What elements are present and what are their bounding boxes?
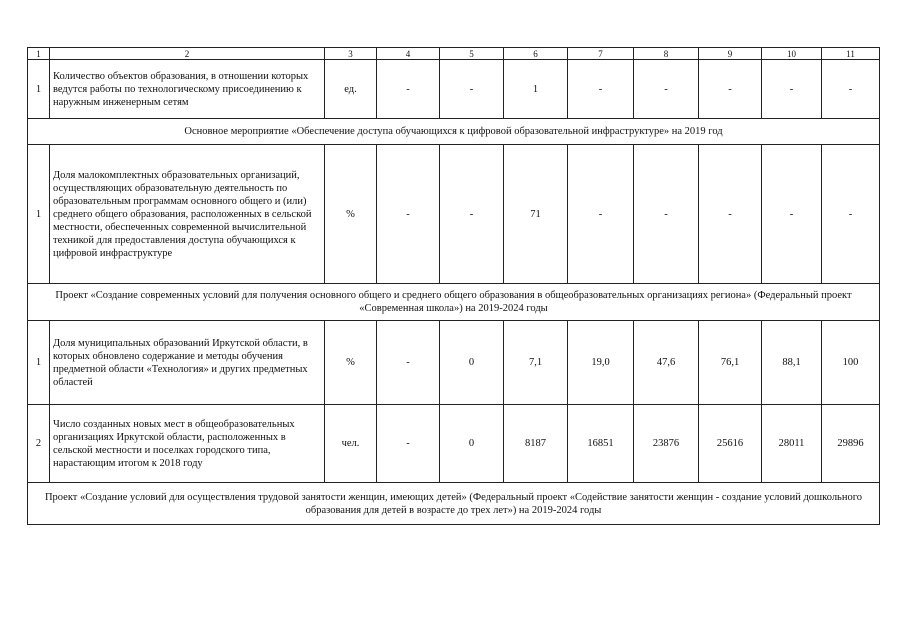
value-cell: 88,1 — [762, 321, 822, 405]
value-cell: 23876 — [634, 405, 699, 483]
value-cell: - — [762, 60, 822, 119]
column-number: 11 — [822, 48, 880, 60]
value-cell: - — [822, 60, 880, 119]
column-number: 5 — [440, 48, 504, 60]
value-cell: 16851 — [568, 405, 634, 483]
value-cell: 47,6 — [634, 321, 699, 405]
value-cell: - — [568, 145, 634, 284]
row-number: 1 — [28, 60, 50, 119]
value-cell: - — [699, 60, 762, 119]
value-cell: - — [699, 145, 762, 284]
value-cell: 0 — [440, 405, 504, 483]
value-cell: 8187 — [504, 405, 568, 483]
unit: чел. — [325, 405, 377, 483]
column-number: 7 — [568, 48, 634, 60]
indicator-name: Доля муниципальных образований Иркутской области, в которых обновлено содержание и методы обучения предметной области «Технология» и других предметных областей — [50, 321, 325, 405]
column-number: 4 — [377, 48, 440, 60]
value-cell: - — [377, 321, 440, 405]
value-cell: 7,1 — [504, 321, 568, 405]
row-number: 1 — [28, 321, 50, 405]
value-cell: - — [440, 60, 504, 119]
indicators-table — [27, 47, 880, 525]
unit: % — [325, 321, 377, 405]
value-cell: - — [634, 145, 699, 284]
value-cell: - — [568, 60, 634, 119]
column-number: 10 — [762, 48, 822, 60]
column-number: 6 — [504, 48, 568, 60]
value-cell: - — [377, 405, 440, 483]
section-row — [28, 119, 880, 145]
value-cell: - — [822, 145, 880, 284]
row-number: 1 — [28, 145, 50, 284]
value-cell: 28011 — [762, 405, 822, 483]
column-number: 9 — [699, 48, 762, 60]
value-cell: - — [762, 145, 822, 284]
value-cell: - — [377, 60, 440, 119]
value-cell: 100 — [822, 321, 880, 405]
value-cell: 76,1 — [699, 321, 762, 405]
value-cell: - — [377, 145, 440, 284]
column-number-row — [28, 48, 880, 60]
value-cell: - — [634, 60, 699, 119]
table-row — [28, 60, 880, 119]
table-row — [28, 145, 880, 284]
value-cell: 1 — [504, 60, 568, 119]
column-number: 8 — [634, 48, 699, 60]
value-cell: 25616 — [699, 405, 762, 483]
table-row — [28, 405, 880, 483]
column-number: 1 — [28, 48, 50, 60]
row-number: 2 — [28, 405, 50, 483]
section-row — [28, 284, 880, 321]
value-cell: 29896 — [822, 405, 880, 483]
section-heading: Основное мероприятие «Обеспечение доступа обучающихся к цифровой образовательной инфраструктуре» на 2019 год — [28, 119, 880, 145]
section-row — [28, 483, 880, 525]
section-heading: Проект «Создание условий для осуществления трудовой занятости женщин, имеющих детей» (Федеральный проект «Содействие занятости женщин - создание условий дошкольного образования для детей в возрасте до трех лет») на 2019-2024 годы — [28, 483, 880, 525]
indicator-name: Число созданных новых мест в общеобразовательных организациях Иркутской области, расположенных в сельской местности и поселках городского типа, нарастающим итогом к 2018 году — [50, 405, 325, 483]
column-number: 3 — [325, 48, 377, 60]
unit: ед. — [325, 60, 377, 119]
value-cell: 71 — [504, 145, 568, 284]
indicator-name: Доля малокомплектных образовательных организаций, осуществляющих образовательную деятельность по образовательным программам основного общего и (или) среднего общего образования, расположенных в сельской местности, обеспеченных современной вычислительной техникой для предоставления доступа обучающихся к цифровой инфраструктуре — [50, 145, 325, 284]
value-cell: - — [440, 145, 504, 284]
unit: % — [325, 145, 377, 284]
table-row — [28, 321, 880, 405]
section-heading: Проект «Создание современных условий для получения основного общего и среднего общего образования в общеобразовательных организациях региона» (Федеральный проект «Современная школа») на 2019-2024 годы — [28, 284, 880, 321]
value-cell: 19,0 — [568, 321, 634, 405]
column-number: 2 — [50, 48, 325, 60]
indicator-name: Количество объектов образования, в отношении которых ведутся работы по технологическому присоединению к наружным инженерным сетям — [50, 60, 325, 119]
value-cell: 0 — [440, 321, 504, 405]
